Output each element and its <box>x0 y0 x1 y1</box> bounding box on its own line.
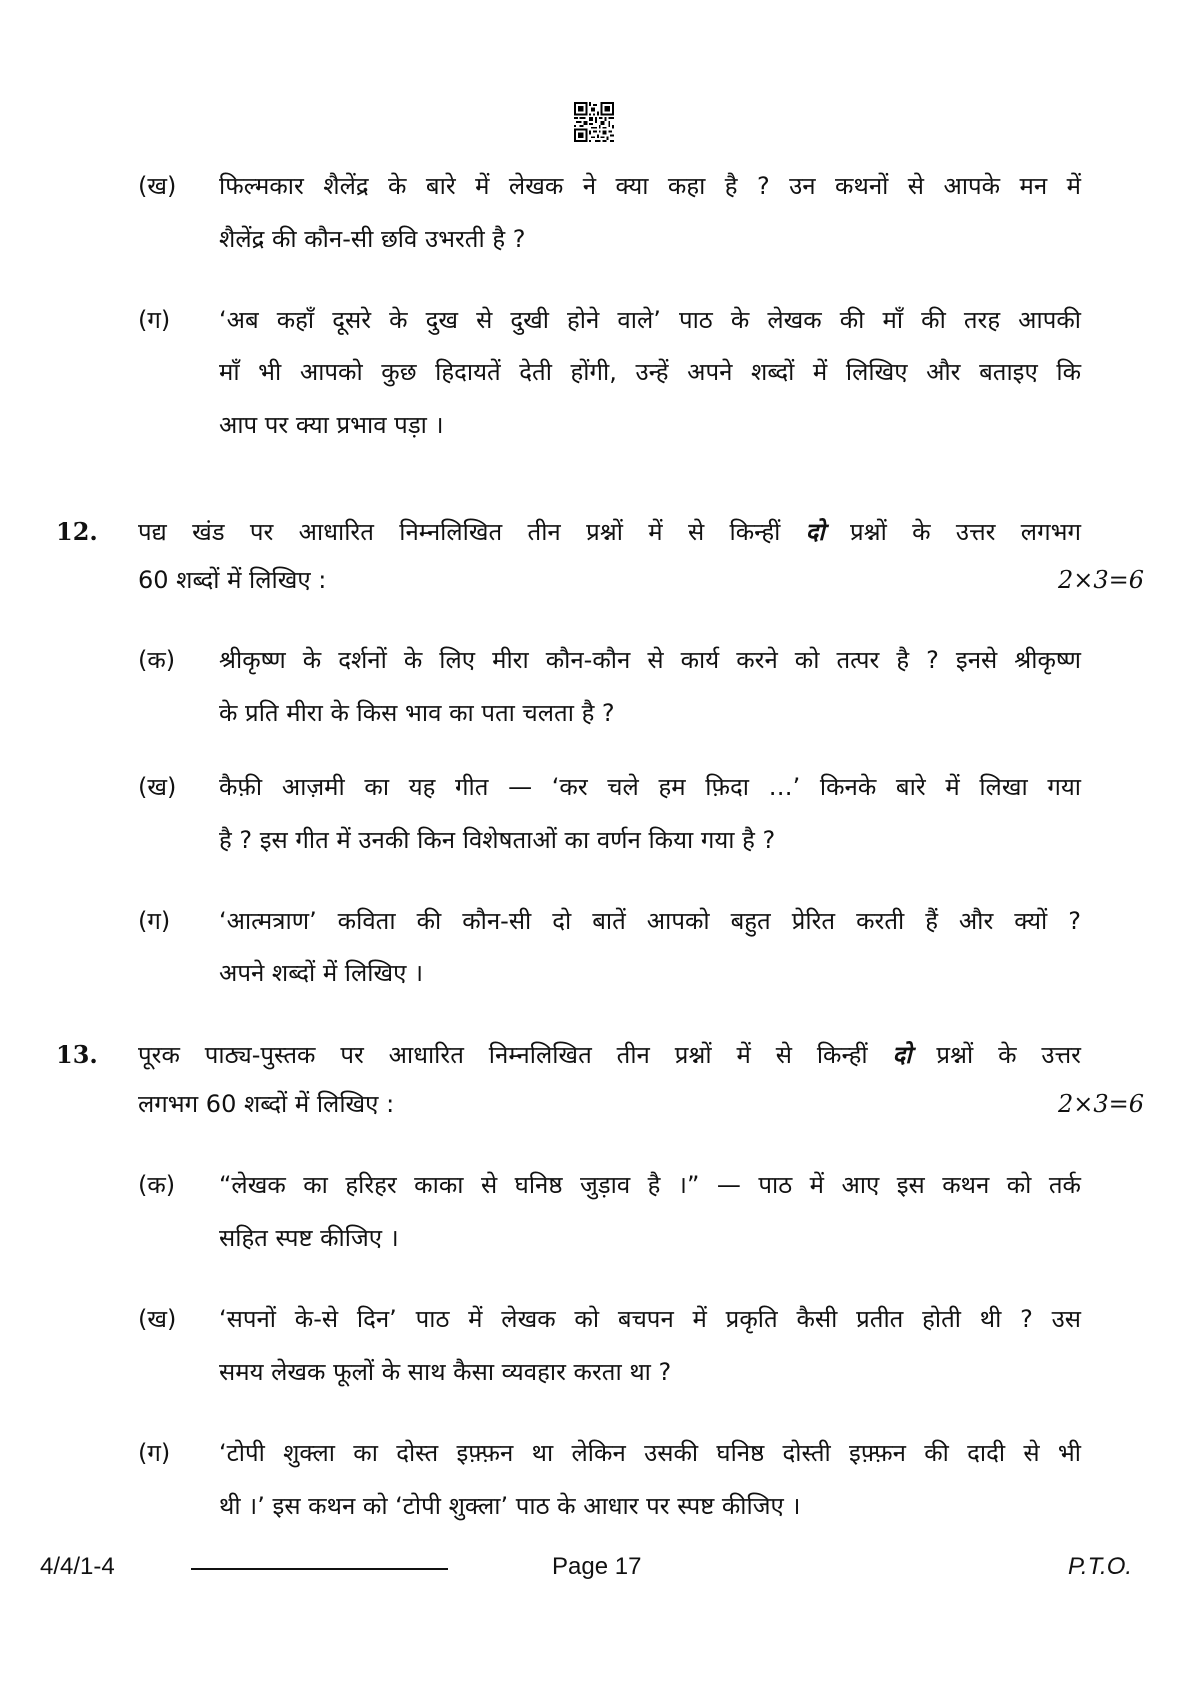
question-text: अपने शब्दों में लिखिए । <box>219 959 424 987</box>
instruction-text: प्रश्नों के उत्तर लगभग <box>849 518 1081 546</box>
question-text: फिल्मकार शैलेंद्र के बारे में लेखक ने क्या कहा है ? उन कथनों से आपके मन में <box>219 172 1081 200</box>
question-text: कैफ़ी आज़मी का यह गीत — ‘कर चले हम फ़िदा …’ किनके बारे में लिखा गया <box>219 773 1081 801</box>
question-number: 12. <box>56 517 98 546</box>
option-label: (ख) <box>138 773 177 801</box>
question-text: के प्रति मीरा के किस भाव का पता चलता है ? <box>219 699 615 727</box>
paper-code: 4/4/1-4 <box>40 1553 115 1580</box>
option-label: (ग) <box>138 907 171 935</box>
question-text: ‘आत्मत्राण’ कविता की कौन-सी दो बातें आपको बहुत प्रेरित करती हैं और क्यों ? <box>219 907 1081 935</box>
instruction-text: पूरक पाठ्य-पुस्तक पर आधारित निम्नलिखित तीन प्रश्नों में से किन्हीं <box>138 1041 868 1069</box>
question-text: शैलेंद्र की कौन-सी छवि उभरती है ? <box>219 225 526 253</box>
option-label: (ख) <box>138 1305 177 1333</box>
question-instruction <box>138 1038 1081 1072</box>
question-instruction: लगभग 60 शब्दों में लिखिए : <box>138 1090 395 1118</box>
question-text: श्रीकृष्ण के दर्शनों के लिए मीरा कौन-कौन से कार्य करने को तत्पर है ? इनसे श्रीकृष्ण <box>219 646 1081 674</box>
question-text: थी ।’ इस कथन को ‘टोपी शुक्ला’ पाठ के आधार पर स्पष्ट कीजिए । <box>219 1492 801 1520</box>
option-label: (ग) <box>138 306 171 334</box>
emphasis-text: दो <box>892 1041 912 1069</box>
instruction-text: पद्य खंड पर आधारित निम्नलिखित तीन प्रश्नों में से किन्हीं <box>138 518 781 546</box>
emphasis-text: दो <box>805 518 825 546</box>
question-text: ‘सपनों के-से दिन’ पाठ में लेखक को बचपन में प्रकृति कैसी प्रतीत होती थी ? उस <box>219 1305 1081 1333</box>
marks: 2×3=6 <box>1058 1090 1145 1118</box>
pto-label: P.T.O. <box>1068 1553 1133 1580</box>
question-number: 13. <box>56 1040 98 1069</box>
option-label: (ख) <box>138 172 177 200</box>
question-text: ‘अब कहाँ दूसरे के दुख से दुखी होने वाले’ पाठ के लेखक की माँ की तरह आपकी <box>219 306 1081 334</box>
question-text: “लेखक का हरिहर काका से घनिष्ठ जुड़ाव है ।” — पाठ में आए इस कथन को तर्क <box>219 1171 1081 1199</box>
qr-code-icon <box>574 101 614 143</box>
question-text: समय लेखक फूलों के साथ कैसा व्यवहार करता था ? <box>219 1358 672 1386</box>
question-text: सहित स्पष्ट कीजिए । <box>219 1224 399 1252</box>
marks: 2×3=6 <box>1058 566 1145 594</box>
page-number: Page 17 <box>552 1553 642 1580</box>
option-label: (ग) <box>138 1439 171 1467</box>
question-text: है ? इस गीत में उनकी किन विशेषताओं का वर्णन किया गया है ? <box>219 826 776 854</box>
instruction-text: प्रश्नों के उत्तर <box>936 1041 1081 1069</box>
question-instruction: 60 शब्दों में लिखिए : <box>138 566 327 594</box>
question-text: ‘टोपी शुक्ला का दोस्त इफ़्फ़न था लेकिन उसकी घनिष्ठ दोस्ती इफ़्फ़न की दादी से भी <box>219 1439 1081 1467</box>
question-text: आप पर क्या प्रभाव पड़ा । <box>219 411 444 439</box>
footer-divider <box>191 1568 448 1570</box>
option-label: (क) <box>138 1171 176 1199</box>
question-text: माँ भी आपको कुछ हिदायतें देती होंगी, उन्हें अपने शब्दों में लिखिए और बताइए कि <box>219 358 1081 386</box>
option-label: (क) <box>138 646 176 674</box>
question-instruction <box>138 515 1081 549</box>
